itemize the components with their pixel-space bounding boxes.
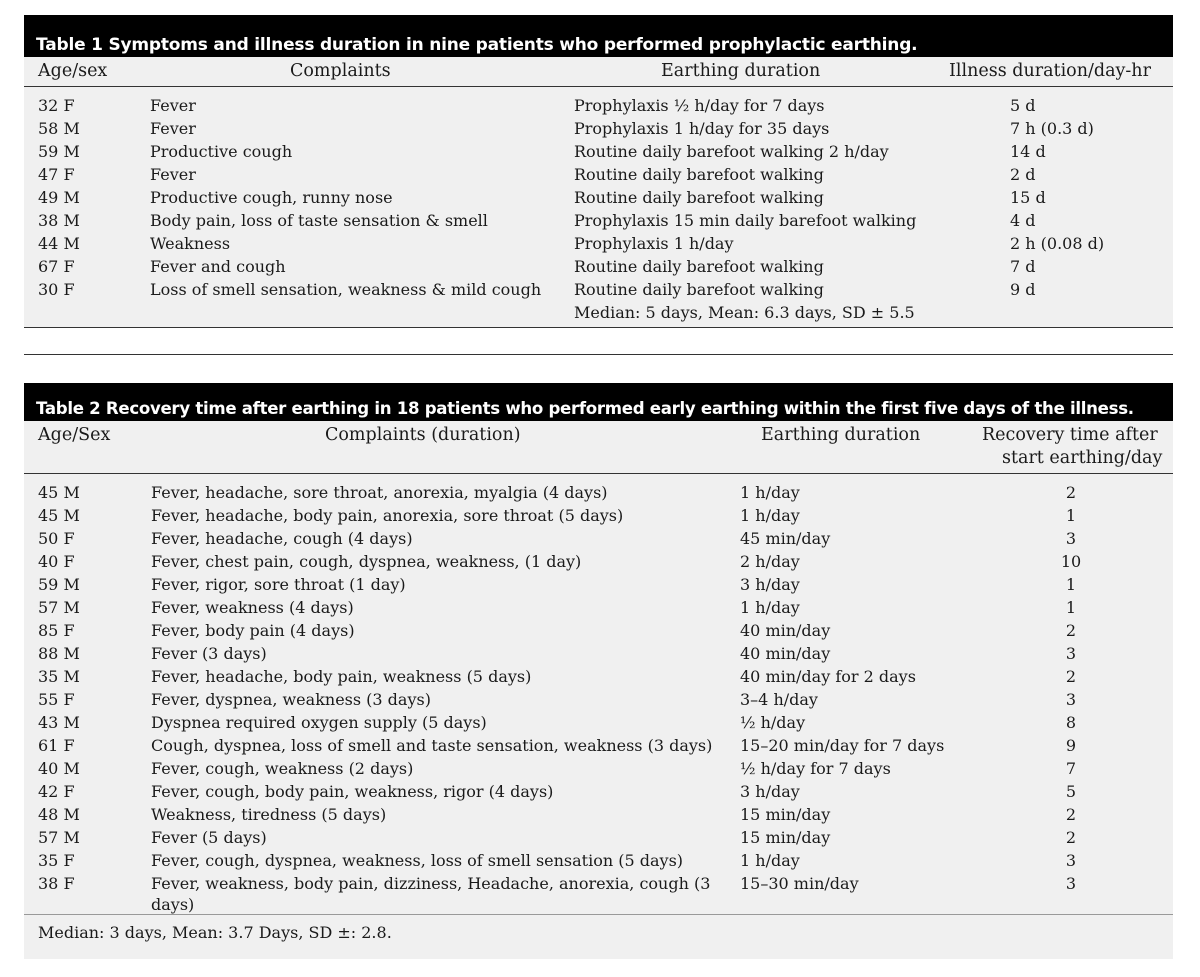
- table-2-summary: Median: 3 days, Mean: 3.7 Days, SD ±: 2.8.: [38, 923, 392, 942]
- table-cell: 40 M: [38, 759, 80, 778]
- table-cell: Prophylaxis ½ h/day for 7 days: [574, 96, 825, 115]
- table-cell: 5: [1065, 782, 1077, 801]
- table-row: [24, 803, 1173, 826]
- table-row: [24, 186, 1173, 209]
- table-cell: 2 d: [1010, 165, 1036, 184]
- table-cell: 3: [1065, 529, 1077, 548]
- table-cell: 14 d: [1010, 142, 1046, 161]
- table-row: [24, 94, 1173, 117]
- table-cell: 40 F: [38, 552, 75, 571]
- table-cell: 9 d: [1010, 280, 1036, 299]
- table-cell: 40 min/day: [740, 621, 831, 640]
- table-cell: 61 F: [38, 736, 75, 755]
- table-cell: Fever: [150, 96, 196, 115]
- table-cell: Fever: [150, 119, 196, 138]
- table-cell: 50 F: [38, 529, 75, 548]
- table-row: [24, 734, 1173, 757]
- table-1-body: [24, 87, 1173, 301]
- table-cell: Fever: [150, 165, 196, 184]
- table-row: [24, 573, 1173, 596]
- table-cell: 2 h/day: [740, 552, 800, 571]
- table-row: [24, 527, 1173, 550]
- table-cell: 48 M: [38, 805, 80, 824]
- table-2-header-complaints: Complaints (duration): [325, 425, 521, 445]
- table-cell: Productive cough, runny nose: [150, 188, 393, 207]
- table-cell: ½ h/day for 7 days: [740, 759, 891, 778]
- table-cell: Fever, headache, body pain, anorexia, sore throat (5 days): [151, 506, 624, 525]
- table-1-header: [24, 57, 1173, 87]
- table-cell: Body pain, loss of taste sensation & smell: [150, 211, 488, 230]
- table-row: [24, 550, 1173, 573]
- table-cell: 5 d: [1010, 96, 1036, 115]
- table-cell: 1 h/day: [740, 851, 800, 870]
- table-cell: 40 min/day: [740, 644, 831, 663]
- table-row: [24, 826, 1173, 849]
- table-cell: 15 min/day: [740, 805, 831, 824]
- table-2-footer: [24, 914, 1173, 949]
- table-cell: Fever, rigor, sore throat (1 day): [151, 575, 406, 594]
- table-cell: Fever, headache, sore throat, anorexia, myalgia (4 days): [151, 483, 608, 502]
- table-cell: 15–30 min/day: [740, 874, 859, 893]
- table-cell: 32 F: [38, 96, 75, 115]
- table-cell: 47 F: [38, 165, 75, 184]
- table-cell: 1 h/day: [740, 506, 800, 525]
- table-cell: 1 h/day: [740, 598, 800, 617]
- table-cell: 3 h/day: [740, 575, 800, 594]
- table-row: [24, 688, 1173, 711]
- table-cell: 15–20 min/day for 7 days: [740, 736, 945, 755]
- table-cell: Cough, dyspnea, loss of smell and taste sensation, weakness (3 days): [151, 736, 713, 755]
- table-cell: 38 F: [38, 874, 75, 893]
- table-row: [24, 255, 1173, 278]
- table-cell: Fever, dyspnea, weakness (3 days): [151, 690, 431, 709]
- table-cell: Prophylaxis 1 h/day for 35 days: [574, 119, 830, 138]
- table-cell: 7: [1065, 759, 1077, 778]
- table-cell: 7 h (0.3 d): [1010, 119, 1094, 138]
- table-cell: 4 d: [1010, 211, 1036, 230]
- table-cell: 30 F: [38, 280, 75, 299]
- table-row: [24, 780, 1173, 803]
- table-cell: 38 M: [38, 211, 80, 230]
- table-cell: Productive cough: [150, 142, 293, 161]
- table-cell: Fever (3 days): [151, 644, 267, 663]
- table-cell: 57 M: [38, 828, 80, 847]
- table-1-summary-row: [24, 301, 1173, 324]
- table-cell: 59 M: [38, 575, 80, 594]
- table-cell: 3: [1065, 644, 1077, 663]
- table-cell: Routine daily barefoot walking 2 h/day: [574, 142, 889, 161]
- table-cell: 43 M: [38, 713, 80, 732]
- table-cell: 45 M: [38, 506, 80, 525]
- table-cell: Prophylaxis 1 h/day: [574, 234, 734, 253]
- table-cell: 3–4 h/day: [740, 690, 818, 709]
- table-cell: 3: [1065, 690, 1077, 709]
- table-cell: 2: [1065, 483, 1077, 502]
- table-cell: Fever and cough: [150, 257, 286, 276]
- table-cell: 7 d: [1010, 257, 1036, 276]
- table-row: [24, 232, 1173, 255]
- table-cell: Fever (5 days): [151, 828, 267, 847]
- table-cell: Dyspnea required oxygen supply (5 days): [151, 713, 487, 732]
- table-2-body: [24, 474, 1173, 912]
- table-cell: Fever, weakness (4 days): [151, 598, 354, 617]
- table-cell: 3: [1065, 851, 1077, 870]
- divider: [24, 327, 1173, 328]
- table-row: [24, 278, 1173, 301]
- table-row: [24, 163, 1173, 186]
- table-row: [24, 665, 1173, 688]
- table-cell: 2: [1065, 805, 1077, 824]
- table-cell: Fever, weakness, body pain, dizziness, Headache, anorexia, cough (3 days): [151, 874, 711, 914]
- table-cell: 3 h/day: [740, 782, 800, 801]
- table-cell: 55 F: [38, 690, 75, 709]
- table-cell: Weakness: [150, 234, 231, 253]
- table-cell: 8: [1065, 713, 1077, 732]
- table-1-summary: Median: 5 days, Mean: 6.3 days, SD ± 5.5: [574, 303, 915, 322]
- table-2: [24, 383, 1173, 959]
- table-cell: 15 min/day: [740, 828, 831, 847]
- table-cell: 10: [1060, 552, 1082, 571]
- table-cell: 9: [1065, 736, 1077, 755]
- table-cell: 59 M: [38, 142, 80, 161]
- table-row: [24, 596, 1173, 619]
- table-2-header-recovery-1: Recovery time after: [982, 425, 1158, 445]
- table-row: [24, 642, 1173, 665]
- table-row: [24, 481, 1173, 504]
- table-cell: ½ h/day: [740, 713, 806, 732]
- table-cell: 44 M: [38, 234, 80, 253]
- table-2-header-age: Age/Sex: [38, 425, 111, 445]
- table-cell: 57 M: [38, 598, 80, 617]
- table-cell: 67 F: [38, 257, 75, 276]
- table-row: [24, 711, 1173, 734]
- table-cell: 88 M: [38, 644, 80, 663]
- table-cell: Fever, cough, body pain, weakness, rigor (4 days): [151, 782, 554, 801]
- table-cell: Routine daily barefoot walking: [574, 188, 824, 207]
- table-cell: 2: [1065, 828, 1077, 847]
- table-row: [24, 504, 1173, 527]
- table-cell: 2: [1065, 621, 1077, 640]
- table-cell: 15 d: [1010, 188, 1046, 207]
- table-cell: 45 min/day: [740, 529, 831, 548]
- table-cell: 42 F: [38, 782, 75, 801]
- table-cell: Weakness, tiredness (5 days): [151, 805, 387, 824]
- table-cell: 1: [1065, 575, 1077, 594]
- table-cell: 85 F: [38, 621, 75, 640]
- table-cell: Loss of smell sensation, weakness & mild cough: [150, 280, 542, 299]
- table-cell: Fever, headache, cough (4 days): [151, 529, 413, 548]
- table-cell: 35 F: [38, 851, 75, 870]
- table-1-title: Table 1 Symptoms and illness duration in nine patients who performed prophylactic earthing.: [24, 15, 1173, 57]
- table-2-header: [24, 421, 1173, 474]
- table-cell: Fever, chest pain, cough, dyspnea, weakness, (1 day): [151, 552, 582, 571]
- table-row: [24, 117, 1173, 140]
- table-cell: 40 min/day for 2 days: [740, 667, 916, 686]
- table-cell: Fever, cough, weakness (2 days): [151, 759, 414, 778]
- table-row: [24, 209, 1173, 232]
- table-row: [24, 140, 1173, 163]
- table-cell: 1 h/day: [740, 483, 800, 502]
- table-cell: Routine daily barefoot walking: [574, 165, 824, 184]
- table-cell: 49 M: [38, 188, 80, 207]
- table-row: [24, 872, 1173, 912]
- table-cell: 45 M: [38, 483, 80, 502]
- table-cell: Routine daily barefoot walking: [574, 257, 824, 276]
- table-row: [24, 619, 1173, 642]
- table-cell: 35 M: [38, 667, 80, 686]
- table-1: [24, 15, 1173, 327]
- table-1-header-illness: Illness duration/day-hr: [949, 61, 1151, 81]
- table-cell: Fever, headache, body pain, weakness (5 days): [151, 667, 532, 686]
- table-2-title: Table 2 Recovery time after earthing in 18 patients who performed early earthing within the first five days of the illness.: [24, 383, 1173, 421]
- table-cell: Routine daily barefoot walking: [574, 280, 824, 299]
- table-row: [24, 849, 1173, 872]
- table-1-header-complaints: Complaints: [290, 61, 391, 81]
- table-cell: Fever, cough, dyspnea, weakness, loss of smell sensation (5 days): [151, 851, 684, 870]
- table-cell: 2: [1065, 667, 1077, 686]
- table-cell: Prophylaxis 15 min daily barefoot walking: [574, 211, 917, 230]
- table-1-header-age: Age/sex: [38, 61, 108, 81]
- table-cell: Fever, body pain (4 days): [151, 621, 355, 640]
- table-2-header-earthing: Earthing duration: [761, 425, 921, 445]
- table-cell: 2 h (0.08 d): [1010, 234, 1105, 253]
- table-cell: 1: [1065, 598, 1077, 617]
- table-row: [24, 757, 1173, 780]
- divider: [24, 354, 1173, 355]
- table-cell: 1: [1065, 506, 1077, 525]
- table-cell: 3: [1065, 874, 1077, 893]
- table-1-header-earthing: Earthing duration: [661, 61, 821, 81]
- table-cell: 58 M: [38, 119, 80, 138]
- table-2-header-recovery-2: start earthing/day: [1002, 448, 1163, 468]
